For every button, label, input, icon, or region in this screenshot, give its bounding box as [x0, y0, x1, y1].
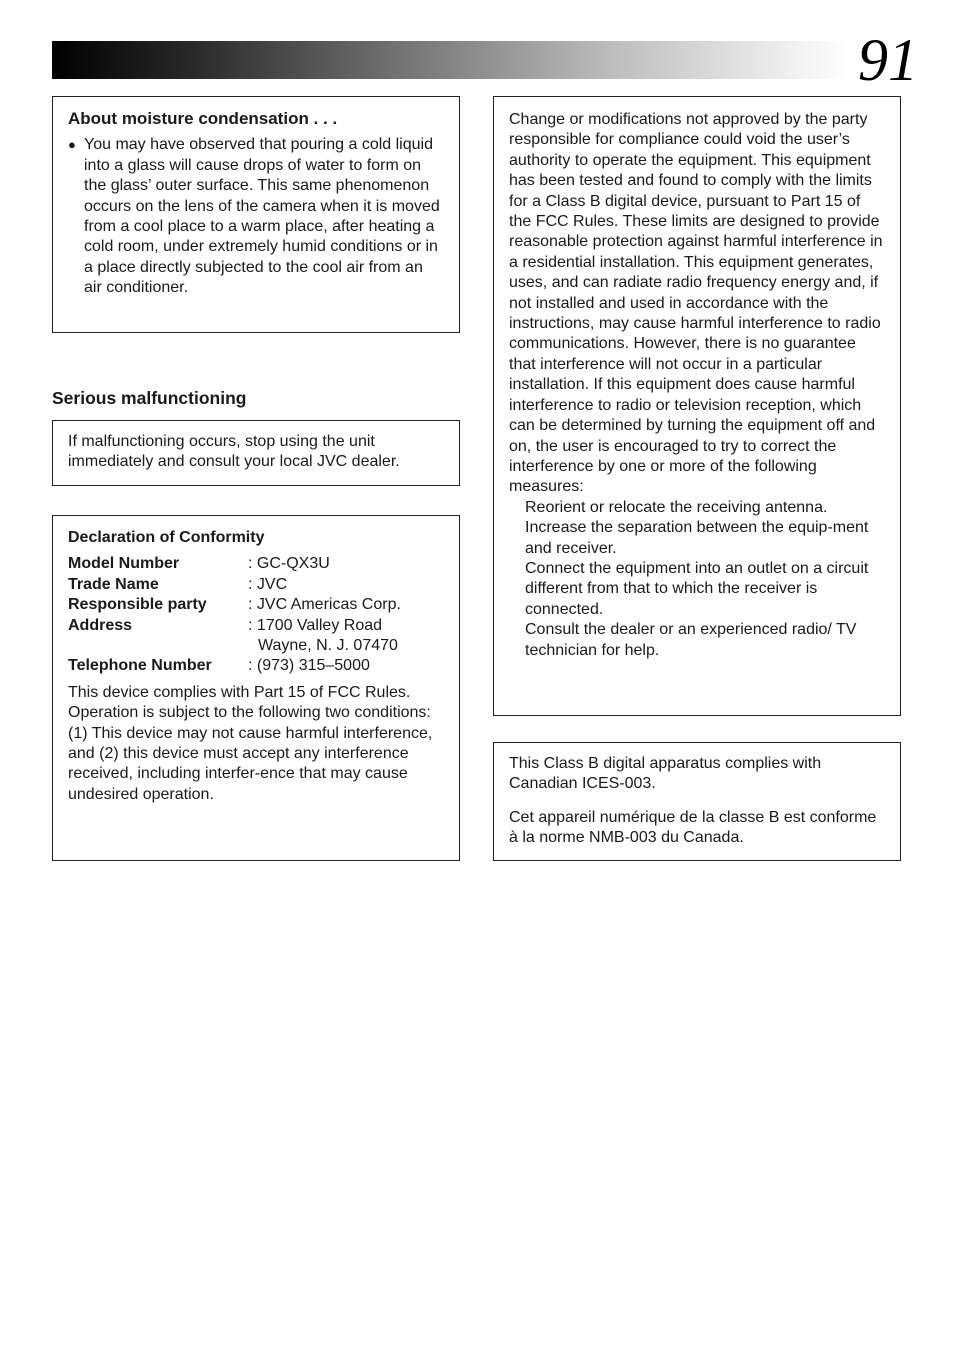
fcc-measure-item: Connect the equipment into an outlet on a circuit different from that to which the receiver is connected. [525, 559, 869, 618]
declaration-value: : GC-QX3U [248, 555, 330, 573]
declaration-key: Model Number [68, 555, 180, 573]
declaration-key: Responsible party [68, 596, 207, 614]
fcc-text: Change or modifications not approved by the party responsible for compliance could void the user’s authority to operate the equipment. This equipment has been tested and found to comply with the limits for a Class B digital device, pursuant to Part 15 of the FCC Rules. These limits are designed to provide reasonable protection against harmful interference in a residential installation. This equipment generates, uses, and can radiate radio frequency energy and, if not installed and used in accordance with the instructions, may cause harmful interference to radio communications. However, there is no guarantee that interference will not occur in a particular installation. If this equipment does cause harmful interference to radio or television reception, which can be determined by turning the equipment off and on, the user is encouraged to try to correct the interference by one or more of the following measures: [509, 111, 883, 496]
declaration-row [68, 575, 444, 595]
declaration-key: Telephone Number [68, 657, 212, 675]
declaration-value: : JVC Americas Corp. [248, 596, 401, 614]
declaration-value: : (973) 315–5000 [248, 657, 370, 675]
fcc-measure-item: Reorient or relocate the receiving antenna. [525, 498, 828, 516]
conditions-text: (1) This device may not cause harmful interference, and (2) this device must accept any interference received, including interfer-ence that may cause undesired operation. [68, 724, 433, 803]
declaration-value [248, 616, 444, 657]
declaration-row [68, 616, 444, 657]
compliance-text: This device complies with Part 15 of FCC Rules. Operation is subject to the following two conditions: [68, 683, 431, 722]
declaration-row [68, 554, 444, 574]
moisture-bullet-item [68, 135, 444, 298]
page-number: 91 [858, 27, 918, 93]
moisture-title: About moisture condensation . . . [68, 109, 338, 128]
fcc-measure-item: Consult the dealer or an experienced radio/ TV technician for help. [525, 621, 857, 659]
malfunction-text: If malfunctioning occurs, stop using the unit immediately and consult your local JVC dealer. [68, 433, 400, 471]
moisture-text: You may have observed that pouring a cold liquid into a glass will cause drops of water to form on the glass’ outer surface. This same phenomenon occurs on the lens of the camera when it is moved from a cool place to a warm place, after heating a cold room, under extremely humid conditions or in a place directly subjected to the cool air from an air conditioner. [84, 136, 440, 297]
header-gradient-bar [52, 41, 852, 79]
declaration-value: : JVC [248, 575, 288, 593]
fcc-notice-box [493, 96, 901, 716]
bullet-icon: ● [68, 137, 76, 153]
address-line-1: : 1700 Valley Road [248, 616, 383, 634]
declaration-title: Declaration of Conformity [68, 529, 265, 546]
canada-english-text: This Class B digital apparatus complies with Canadian ICES-003. [509, 755, 822, 793]
declaration-key: Trade Name [68, 575, 159, 593]
declaration-row [68, 656, 444, 676]
moisture-condensation-box [52, 96, 460, 333]
malfunction-box [52, 420, 460, 486]
declaration-key: Address [68, 616, 133, 634]
fcc-measure-item: Increase the separation between the equip-ment and receiver. [525, 519, 869, 557]
canada-french-text: Cet appareil numérique de la classe B est conforme à la norme NMB-003 du Canada. [509, 808, 877, 847]
address-line-2: Wayne, N. J. 07470 [258, 637, 398, 655]
declaration-box [52, 515, 460, 861]
canada-compliance-box [493, 742, 901, 861]
malfunction-heading: Serious malfunctioning [52, 388, 247, 408]
declaration-row [68, 595, 444, 615]
